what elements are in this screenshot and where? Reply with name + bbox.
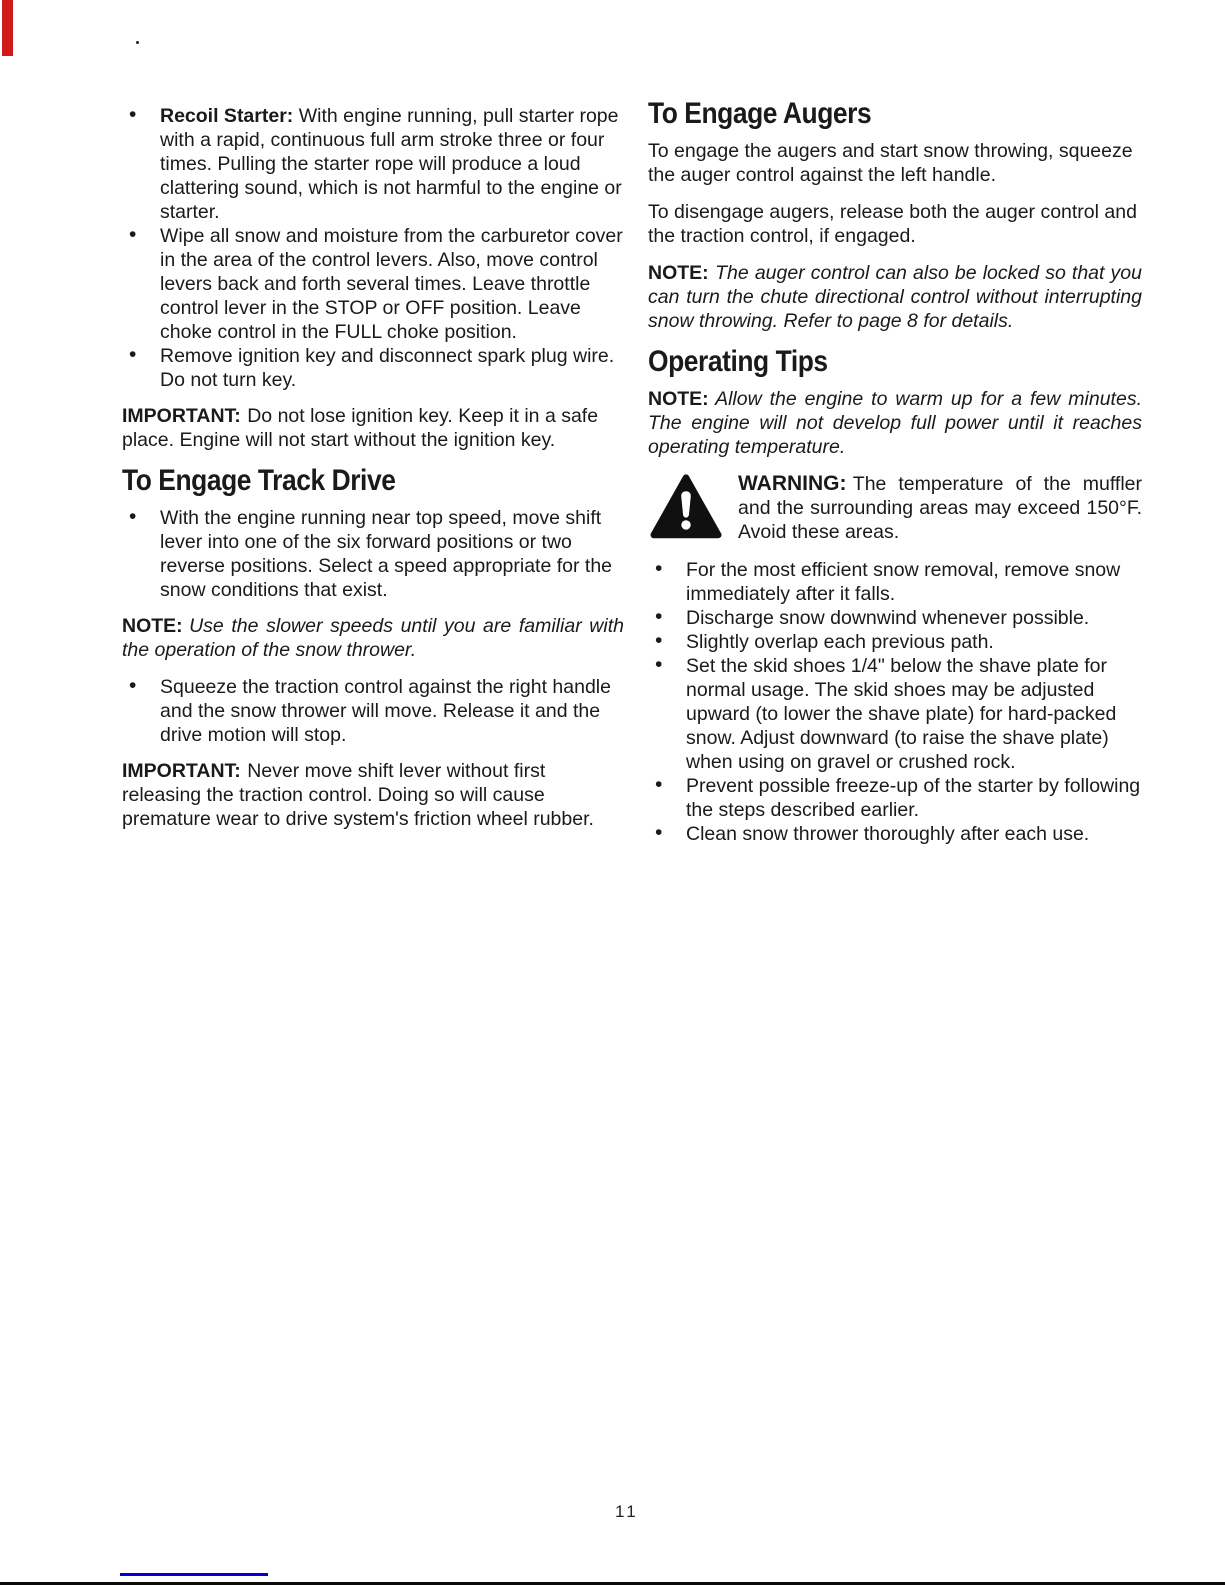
list-item-text: Squeeze the traction control against the right handle and the snow thrower will move. Release it and the drive motion will stop. xyxy=(160,676,611,746)
important-note-shift-lever xyxy=(122,759,624,831)
list-item xyxy=(122,344,624,392)
list-item-text: Slightly overlap each previous path. xyxy=(686,631,994,653)
list-item xyxy=(648,630,1142,654)
note-warm-up xyxy=(648,387,1142,459)
heading-operating-tips: Operating Tips xyxy=(648,345,828,378)
note-text: Use the slower speeds until you are familiar with the operation of the snow thrower. xyxy=(122,615,624,661)
warning-block xyxy=(648,472,1142,544)
page-number: 11 xyxy=(615,1502,639,1521)
list-item-text: Discharge snow downwind whenever possible. xyxy=(686,607,1090,629)
paragraph-disengage-augers: To disengage augers, release both the auger control and the traction control, if engaged. xyxy=(648,201,1137,247)
warning-label: WARNING: xyxy=(738,472,847,495)
list-item-text: Remove ignition key and disconnect spark plug wire. Do not turn key. xyxy=(160,345,615,391)
footer-blue-underline xyxy=(120,1573,268,1576)
scan-speck xyxy=(136,41,139,44)
important-text: Do not lose ignition key. Keep it in a safe place. Engine will not start without the ignition key. xyxy=(122,405,599,451)
note-auger-lock xyxy=(648,261,1142,333)
right-column xyxy=(648,98,1142,858)
list-item xyxy=(122,506,624,602)
list-item xyxy=(122,224,624,344)
heading-engage-track-drive: To Engage Track Drive xyxy=(122,464,396,497)
list-item-text: Prevent possible freeze-up of the starter by following the steps described earlier. xyxy=(686,775,1141,821)
red-corner-mark xyxy=(2,0,13,56)
list-item xyxy=(648,558,1142,606)
important-label: IMPORTANT: xyxy=(122,405,241,427)
list-item-text: With the engine running near top speed, move shift lever into one of the six forward positions or two reverse positions. Select a speed appropriate for the snow conditions that exist. xyxy=(160,507,613,601)
important-note-ignition xyxy=(122,404,624,452)
list-item xyxy=(122,104,624,224)
list-item xyxy=(648,822,1142,846)
heading-engage-augers: To Engage Augers xyxy=(648,97,872,130)
starting-steps-list xyxy=(122,104,624,392)
recoil-starter-lead: Recoil Starter: xyxy=(160,105,294,127)
track-drive-list xyxy=(122,506,624,602)
traction-control-list xyxy=(122,675,624,747)
list-item xyxy=(648,654,1142,774)
list-item-text: Set the skid shoes 1/4" below the shave plate for normal usage. The skid shoes may be adjusted upward (to lower the shave plate) for hard-packed snow. Adjust downward (to raise the shave plate) when using on gravel or crushed rock. xyxy=(686,655,1117,773)
note-label: NOTE: xyxy=(122,615,183,637)
list-item xyxy=(648,606,1142,630)
warning-text: The temperature of the muffler and the surrounding areas may exceed 150°F. Avoid these areas. xyxy=(738,473,1142,543)
list-item-text: Clean snow thrower thoroughly after each use. xyxy=(686,823,1090,845)
list-item xyxy=(122,675,624,747)
note-slower-speeds xyxy=(122,614,624,662)
list-item-text: Wipe all snow and moisture from the carburetor cover in the area of the control levers. Also, move control levers back and forth several times. Leave throttle control lever in the STOP or OFF position. Leave choke control in the FULL choke position. xyxy=(160,225,623,343)
list-item-text: For the most efficient snow removal, remove snow immediately after it falls. xyxy=(686,559,1121,605)
operating-tips-list xyxy=(648,558,1142,846)
list-item xyxy=(648,774,1142,822)
list-item-text: With engine running, pull starter rope with a rapid, continuous full arm stroke three or four times. Pulling the starter rope will produce a loud clattering sound, which is not harmful to the engine or starter. xyxy=(160,105,622,223)
warning-triangle-icon xyxy=(650,474,722,540)
note-label: NOTE: xyxy=(648,388,709,410)
note-text: The auger control can also be locked so that you can turn the chute directional control without interrupting snow throwing. Refer to page 8 for details. xyxy=(648,262,1142,332)
important-text: Never move shift lever without first releasing the traction control. Doing so will cause premature wear to drive system's friction wheel rubber. xyxy=(122,760,594,830)
note-text: Allow the engine to warm up for a few minutes. The engine will not develop full power until it reaches operating temperature. xyxy=(648,388,1142,458)
warning-text-block xyxy=(738,472,1142,544)
paragraph-engage-augers: To engage the augers and start snow throwing, squeeze the auger control against the left handle. xyxy=(648,140,1133,186)
note-label: NOTE: xyxy=(648,262,709,284)
left-column xyxy=(122,104,624,844)
important-label: IMPORTANT: xyxy=(122,760,241,782)
